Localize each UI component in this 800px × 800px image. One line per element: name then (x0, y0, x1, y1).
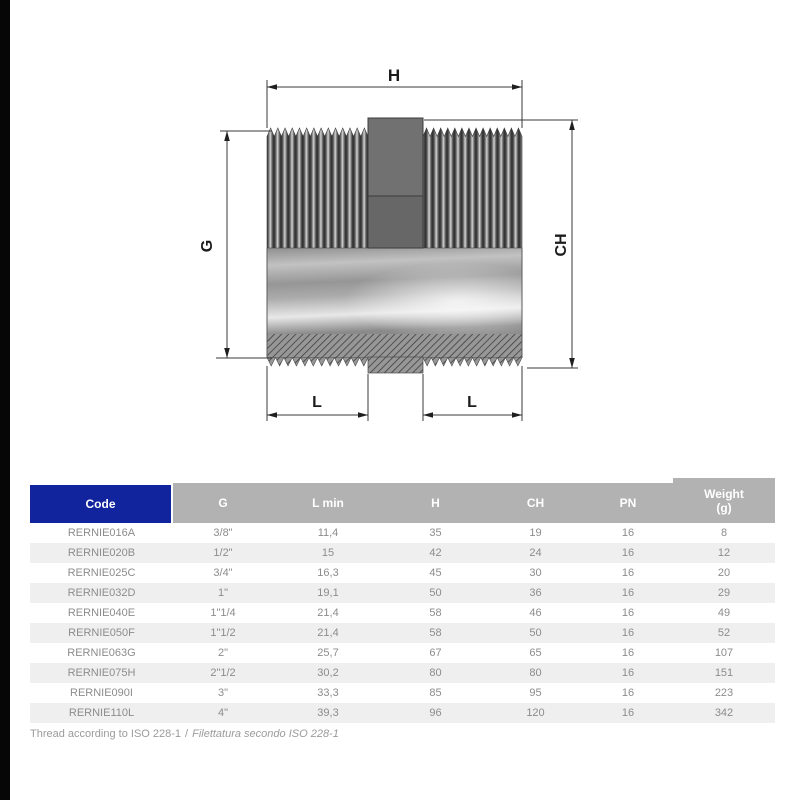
cell-g: 2" (217, 647, 229, 659)
table-row (30, 523, 775, 543)
section-teeth-left (267, 358, 368, 367)
cell-weight: 107 (714, 647, 734, 659)
section-teeth-right (423, 358, 522, 367)
body-cylinder-highlight (267, 248, 522, 334)
cell-h: 80 (429, 667, 442, 679)
h-arrow-left (267, 84, 277, 90)
cell-h: 96 (429, 707, 442, 719)
table-header-row (30, 478, 775, 523)
cell-ch: 36 (529, 587, 542, 599)
dim-label-h: H (387, 66, 401, 85)
cell-weight: 52 (717, 627, 731, 639)
cell-h: 45 (429, 567, 442, 579)
section-hatch-band (267, 334, 522, 358)
table-row (30, 563, 775, 583)
cell-code: RERNIE025C (67, 567, 136, 579)
cell-g: 1/2" (213, 547, 233, 559)
h-arrow-right (512, 84, 522, 90)
cell-h: 58 (429, 627, 442, 639)
g-arrow-top (224, 131, 230, 141)
header-h: H (383, 483, 488, 523)
l-right-arrow-b (512, 412, 522, 418)
note-italian: Filettatura secondo ISO 228-1 (192, 728, 339, 740)
header-weight-label: Weight (704, 486, 744, 501)
table-row (30, 663, 775, 683)
table-row (30, 543, 775, 563)
dim-label-l-right: L (467, 394, 477, 411)
g-arrow-bottom (224, 348, 230, 358)
cell-ch: 65 (529, 647, 542, 659)
thread-standard-note (30, 728, 339, 740)
cell-pn: 16 (621, 567, 635, 579)
ch-arrow-bottom (569, 358, 575, 368)
spec-table (30, 478, 775, 723)
cell-weight: 8 (720, 527, 728, 539)
cell-ch: 30 (529, 567, 542, 579)
cell-pn: 16 (621, 527, 635, 539)
thread-right (423, 128, 522, 248)
cell-g: 3/8" (213, 527, 233, 539)
cell-h: 58 (429, 607, 442, 619)
header-l-min: L min (273, 483, 383, 523)
cell-code: RERNIE016A (67, 527, 136, 539)
cell-h: 67 (429, 647, 442, 659)
l-right-arrow-a (423, 412, 433, 418)
hex-upper (368, 118, 423, 196)
cell-ch: 50 (529, 627, 542, 639)
cell-ch: 46 (529, 607, 542, 619)
cell-l-min: 33,3 (317, 687, 339, 699)
cell-h: 42 (429, 547, 442, 559)
table-row (30, 703, 775, 723)
table-row (30, 683, 775, 703)
cell-l-min: 30,2 (317, 667, 339, 679)
cell-code: RERNIE032D (67, 587, 136, 599)
cell-l-min: 19,1 (317, 587, 339, 599)
cell-h: 35 (429, 527, 442, 539)
header-pn: PN (583, 483, 673, 523)
cell-pn: 16 (621, 627, 635, 639)
cell-g: 2"1/2 (210, 667, 236, 679)
cell-weight: 20 (717, 567, 731, 579)
note-english: Thread according to ISO 228-1 (30, 728, 182, 740)
cell-l-min: 11,4 (317, 527, 339, 539)
table-row (30, 643, 775, 663)
cell-pn: 16 (621, 687, 635, 699)
cell-ch: 95 (529, 687, 542, 699)
note-separator: / (185, 728, 189, 740)
cell-pn: 16 (621, 547, 635, 559)
cell-g: 3/4" (213, 567, 233, 579)
cell-h: 50 (429, 587, 442, 599)
cell-g: 3" (217, 687, 229, 699)
table-row (30, 623, 775, 643)
cell-pn: 16 (621, 647, 635, 659)
cell-g: 1"1/2 (210, 627, 236, 639)
l-left-arrow-b (358, 412, 368, 418)
cell-code: RERNIE110L (68, 707, 135, 719)
cell-code: RERNIE040E (67, 607, 136, 619)
cell-l-min: 15 (321, 547, 335, 559)
cell-pn: 16 (621, 707, 635, 719)
cell-g: 1" (217, 587, 229, 599)
hex-lower (368, 196, 423, 248)
header-code: Code (30, 485, 173, 523)
header-ch: CH (488, 483, 583, 523)
cell-ch: 24 (529, 547, 542, 559)
section-center-step (368, 357, 423, 373)
cell-l-min: 39,3 (317, 707, 339, 719)
cell-g: 1"1/4 (210, 607, 236, 619)
header-weight (673, 478, 775, 523)
table-body (30, 523, 775, 723)
cell-l-min: 16,3 (317, 567, 339, 579)
cell-pn: 16 (621, 667, 635, 679)
cell-weight: 342 (714, 707, 734, 719)
table-row (30, 583, 775, 603)
cell-pn: 16 (621, 607, 635, 619)
cell-weight: 223 (714, 687, 734, 699)
ch-arrow-top (569, 120, 575, 130)
cell-h: 85 (429, 687, 442, 699)
cell-weight: 49 (717, 607, 731, 619)
header-weight-unit: (g) (716, 500, 732, 515)
cell-code: RERNIE050F (68, 627, 135, 639)
cell-l-min: 21,4 (317, 627, 339, 639)
cell-weight: 29 (717, 587, 731, 599)
dim-label-l-left: L (312, 394, 322, 411)
cell-ch: 19 (529, 527, 542, 539)
cell-l-min: 21,4 (317, 607, 339, 619)
dim-label-ch: CH (553, 233, 570, 257)
thread-left (267, 128, 368, 248)
cell-l-min: 25,7 (317, 647, 339, 659)
cell-g: 4" (217, 707, 229, 719)
cell-pn: 16 (621, 587, 635, 599)
cell-code: RERNIE020B (67, 547, 136, 559)
cell-code: RERNIE075H (67, 667, 136, 679)
cell-weight: 12 (717, 547, 731, 559)
dim-label-g: G (199, 239, 216, 253)
cell-ch: 80 (529, 667, 542, 679)
header-g: G (173, 483, 273, 523)
l-left-arrow-a (267, 412, 277, 418)
cell-code: RERNIE090I (70, 687, 133, 699)
table-row (30, 603, 775, 623)
cell-weight: 151 (714, 667, 734, 679)
cell-ch: 120 (526, 707, 545, 719)
cell-code: RERNIE063G (67, 647, 136, 659)
